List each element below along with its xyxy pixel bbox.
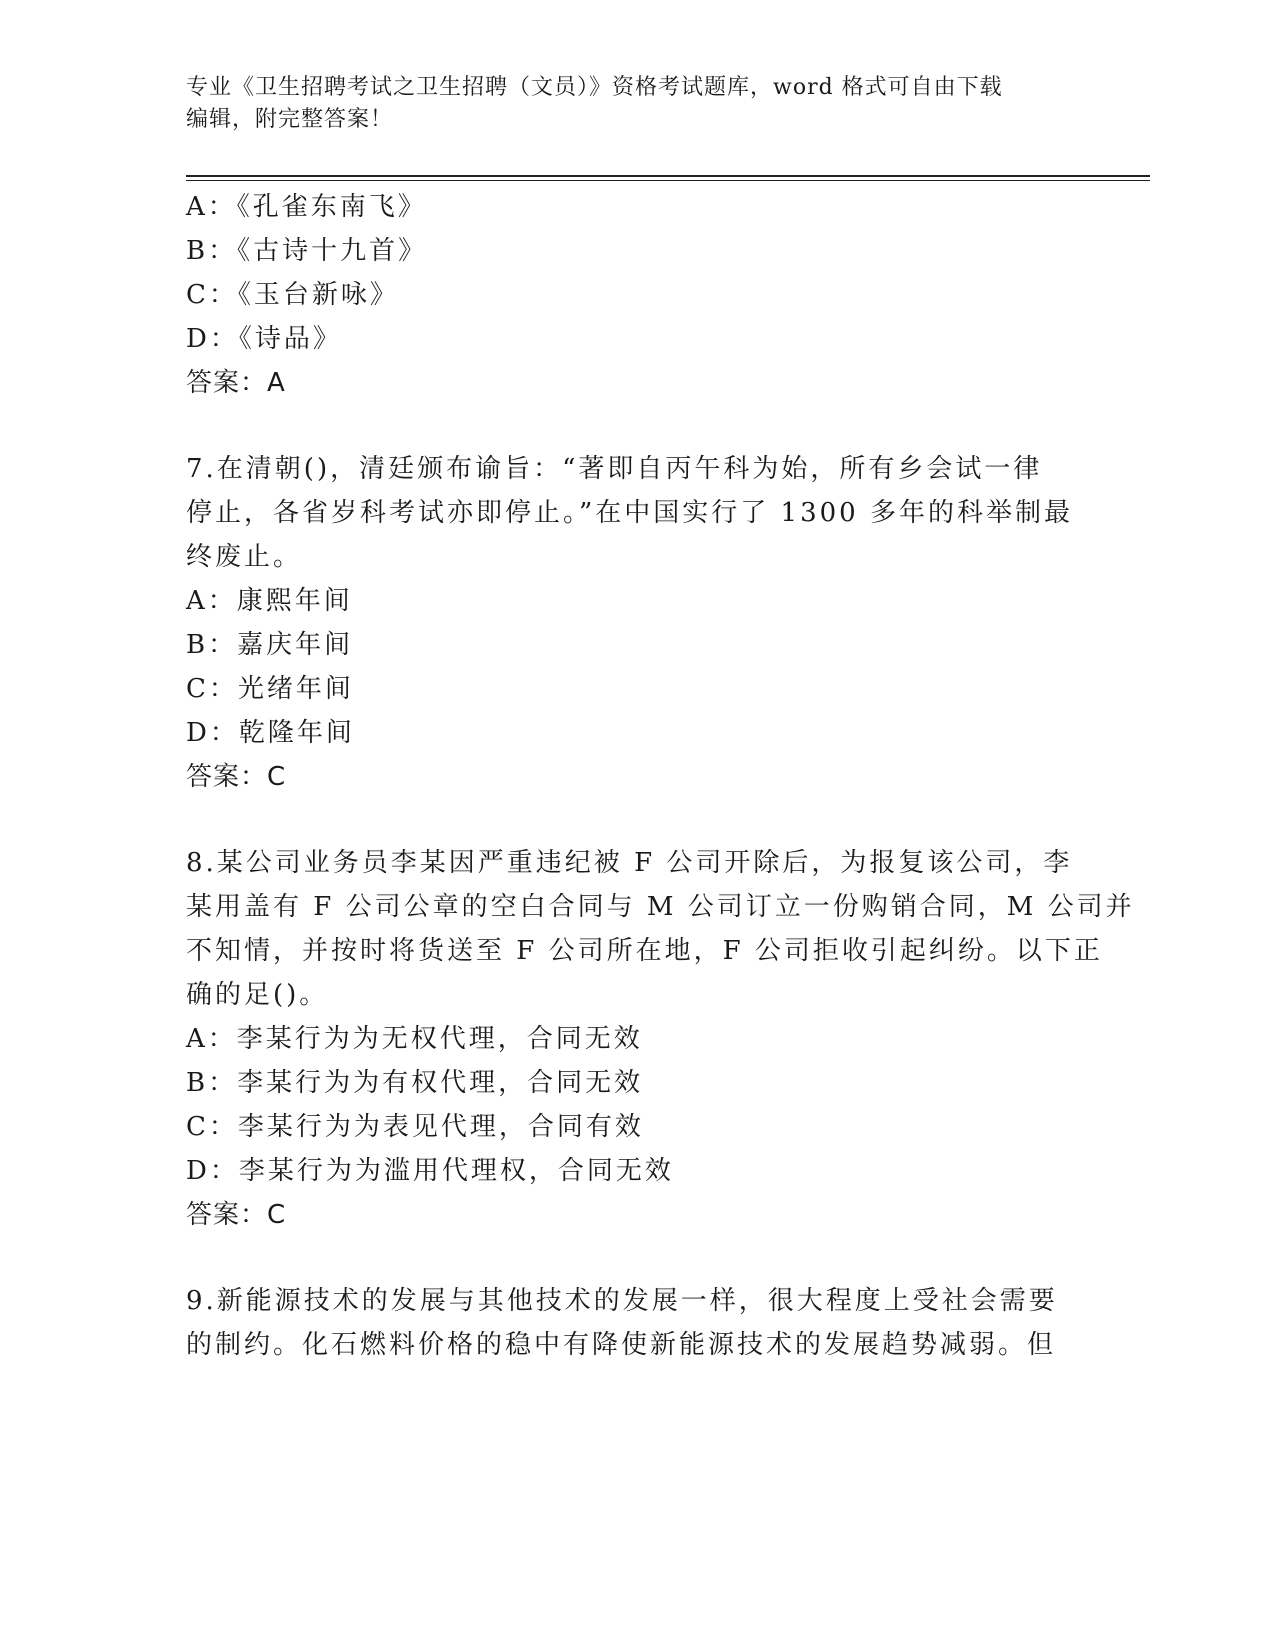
q6-option-a: A：《孔雀东南飞》 — [186, 192, 427, 222]
q6-option-d: D：《诗品》 — [186, 324, 342, 354]
q6-answer: 答案：A — [186, 368, 286, 398]
q7-stem-line-3: 终废止。 — [186, 542, 303, 572]
q8-stem-line-3: 不知情，并按时将货送至 F 公司所在地，F 公司拒收引起纠纷。以下正 — [186, 936, 1103, 966]
q7-option-b: B：嘉庆年间 — [186, 630, 354, 660]
q6-option-c: C：《玉台新咏》 — [186, 280, 399, 310]
header-line-1: 专业《卫生招聘考试之卫生招聘（文员）》资格考试题库，word 格式可自由下载 — [186, 75, 1003, 100]
q8-stem-line-4: 确的足()。 — [186, 980, 329, 1010]
q7-stem-line-2: 停止，各省岁科考试亦即停止。”在中国实行了 1300 多年的科举制最 — [186, 498, 1073, 528]
q8-answer: 答案：C — [186, 1200, 287, 1230]
header-line-2: 编辑，附完整答案！ — [186, 107, 394, 132]
q8-stem-line-1: 8.某公司业务员李某因严重违纪被 F 公司开除后，为报复该公司，李 — [186, 848, 1073, 878]
header-divider-thin — [186, 180, 1150, 181]
q8-option-a: A：李某行为为无权代理，合同无效 — [186, 1024, 643, 1054]
q8-stem-line-2: 某用盖有 F 公司公章的空白合同与 M 公司订立一份购销合同，M 公司并 — [186, 892, 1135, 922]
q7-answer: 答案：C — [186, 762, 287, 792]
q8-option-c: C：李某行为为表见代理，合同有效 — [186, 1112, 644, 1142]
q9-stem-line-1: 9.新能源技术的发展与其他技术的发展一样，很大程度上受社会需要 — [186, 1286, 1058, 1316]
q7-option-c: C：光绪年间 — [186, 674, 354, 704]
q7-stem-line-1: 7.在清朝()，清廷颁布谕旨：“著即自丙午科为始，所有乡会试一律 — [186, 454, 1043, 484]
q7-option-d: D：乾隆年间 — [186, 718, 355, 748]
q7-option-a: A：康熙年间 — [186, 586, 353, 616]
q6-option-b: B：《古诗十九首》 — [186, 236, 428, 266]
q9-stem-line-2: 的制约。化石燃料价格的稳中有降使新能源技术的发展趋势减弱。但 — [186, 1330, 1057, 1360]
q8-option-b: B：李某行为为有权代理，合同无效 — [186, 1068, 644, 1098]
header-divider — [186, 175, 1150, 177]
q8-option-d: D：李某行为为滥用代理权，合同无效 — [186, 1156, 674, 1186]
document-header — [186, 72, 1066, 136]
